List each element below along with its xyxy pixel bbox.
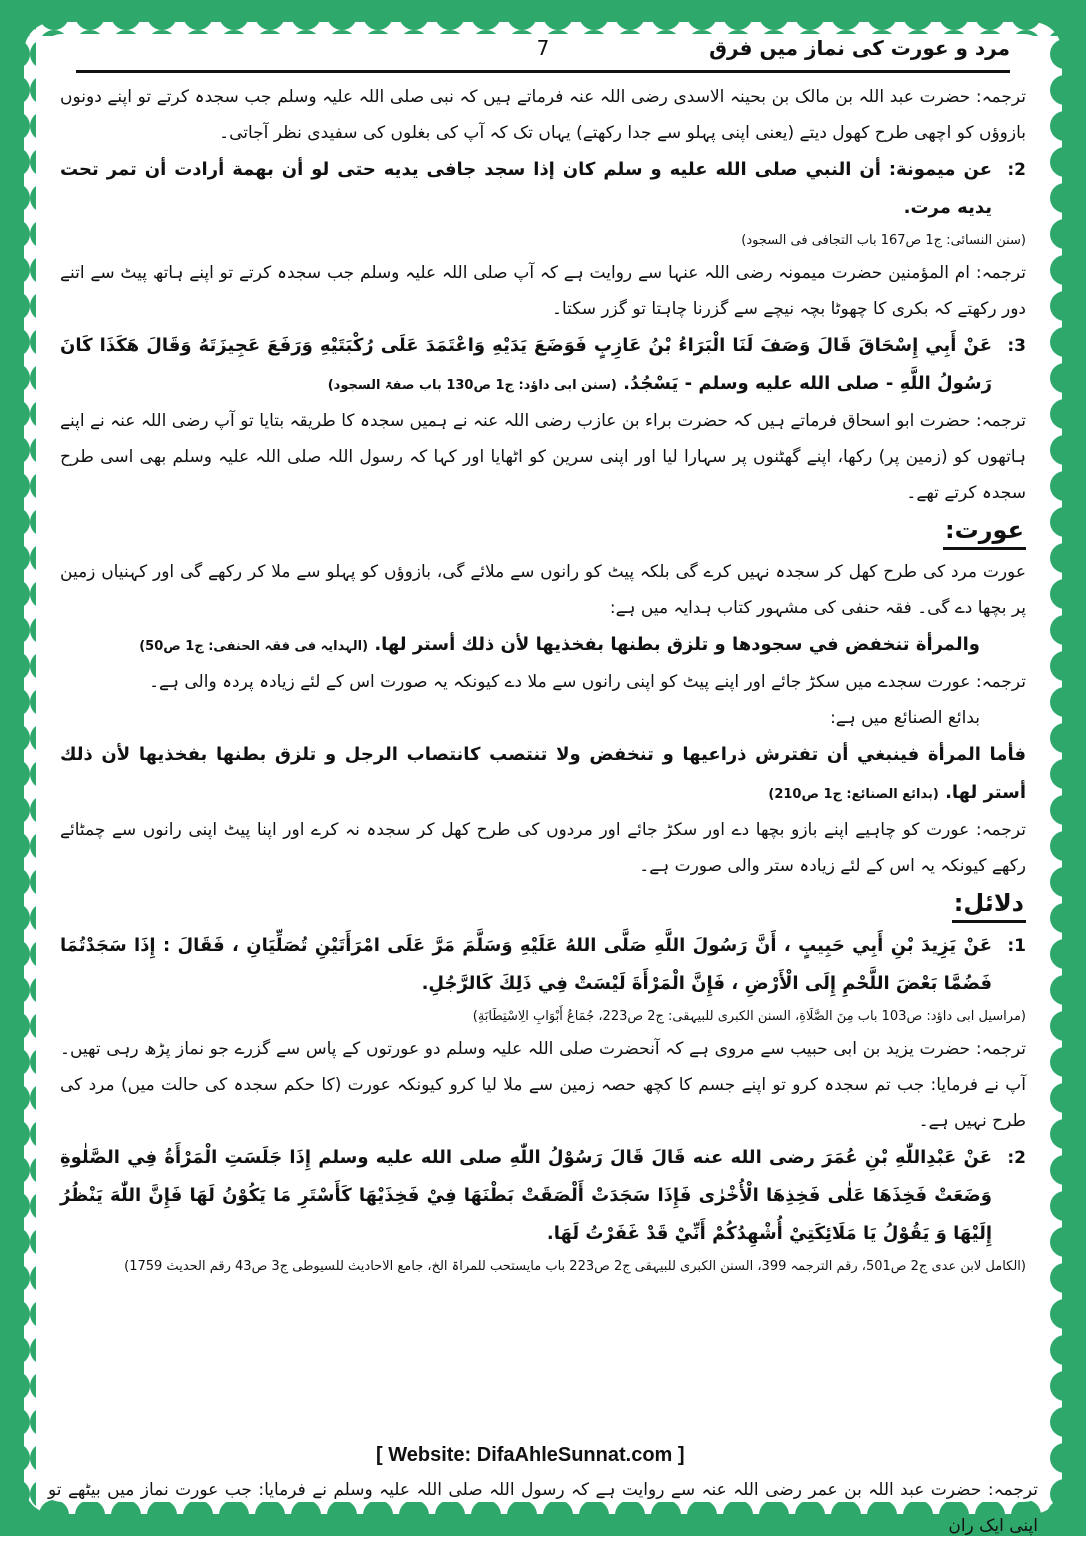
hadith-item [60,327,1026,403]
page-body [48,73,1038,1281]
reference: (الہدایہ فی فقہ الحنفی: ج1 ص50) [139,639,369,654]
arabic-hadith-text: عَنْ أَبِي إِسْحَاقَ قَالَ وَصَفَ لَنَا الْبَرَاءُ بْنُ عَازِبٍ فَوَضَعَ يَدَيْهِ وَاعْتَمَدَ عَلَى رُكْبَتَيْهِ وَرَفَعَ عَجِيزَتَهُ وَقَالَ هَكَذَا كَانَ رَسُولُ اللَّهِ - صلى الله عليه وسلم - يَسْجُدُ. [60,335,992,394]
page-content [48,30,1038,1536]
reference: (سنن النسائی: ج1 ص167 باب التجافی فی السجود) [741,233,1026,248]
arabic-fiqh-quote [60,626,1026,664]
translation-paragraph: ترجمہ: عورت سجدے میں سکڑ جائے اور اپنے پیٹ کو اپنی رانوں سے ملا دے کیونکہ یہ صورت اس کے لئے زیادہ پردہ والی ہے۔ [149,672,1026,692]
reference: (بدائع الصنائع: ج1 ص210) [768,787,939,802]
translation-paragraph: ترجمہ: عورت کو چاہیے اپنے بازو بچھا دے اور سکڑ جائے اور مردوں کی طرح کھل کر سجدہ نہ کرے اور اپنا پیٹ اپنی رانوں سے چمٹائے رکھے کیونکہ یہ اس کے لئے زیادہ ستر والی صورت ہے۔ [60,820,1026,876]
hadith-item [60,927,1026,1003]
page-number: 7 [536,36,550,60]
arabic-fiqh-quote [60,736,1026,812]
item-number: 1: [1007,936,1026,956]
footer-line [48,1472,1038,1544]
translation-paragraph: ترجمہ: حضرت یزید بن ابی حبیب سے مروی ہے کہ آنحضرت صلی اللہ علیہ وسلم دو عورتوں کے پاس سے گزرے جو نماز پڑھ رہی تھیں۔ آپ نے فرمایا: جب تم سجدہ کرو تو اپنے جسم کا کچھ حصہ زمین سے ملا لیا کرو کیونکہ عورت (کا حکم سجدہ کی حالت میں) مرد کی طرح نہیں ہے۔ [60,1039,1026,1131]
arabic-hadith: عن میمونة: أن النبي صلى الله عليه و سلم كان إذا سجد جافى يديه حتى لو أن بهمة أرادت أن تمر تحت يديه مرت. [60,159,992,218]
section-heading-woman: عورت: [943,513,1026,550]
section-heading-evidence: دلائل: [952,886,1026,923]
item-number: 3: [1007,336,1026,356]
reference: (مراسیل ابی داؤد: ص103 باب مِنَ الصَّلَاةِ، السنن الکبری للبیہقی: ج2 ص223، جُمَاعُ أَبْوَابِ الِاسْتِطَابَةِ) [472,1009,1026,1024]
hadith-item [60,1139,1026,1253]
body-paragraph: عورت مرد کی طرح کھل کر سجدہ نہیں کرے گی بلکہ پیٹ کو رانوں سے ملائے گی، بازوؤں کو پہلو سے ملا کر رکھے گی اور کہنیاں زمین پر بچھا دے گی۔ فقہ حنفی کی مشہور کتاب ہدایہ میں ہے: [60,562,1026,618]
arabic-hadith [60,327,992,403]
translation-paragraph: ترجمہ: حضرت عبد اللہ بن مالک بن بحینہ الاسدی رضی اللہ عنہ فرماتے ہیں کہ نبی صلی اللہ علیہ وسلم جب سجدہ کرتے تو اپنے دونوں بازوؤں کو اچھی طرح کھول دیتے (یعنی اپنی پہلو سے جدا رکھتے) یہاں تک کہ آپ کی بغلوں کی سفیدی نظر آجاتی۔ [60,87,1026,143]
item-number: 2: [1007,1148,1026,1168]
website-watermark: [ Website: DifaAhleSunnat.com ] [372,1444,689,1467]
translation-paragraph: ترجمہ: حضرت عبد اللہ بن عمر رضی اللہ عنہ سے روایت ہے کہ رسول اللہ صلی اللہ علیہ وسلم نے فرمایا: جب عورت نماز میں بیٹھے تو اپنی ایک ران [48,1480,1038,1536]
translation-paragraph: ترجمہ: ام المؤمنین حضرت میمونہ رضی اللہ عنہا سے روایت ہے کہ آپ صلی اللہ علیہ وسلم جب سجدہ کرتے تو اپنے ہاتھ پیٹ سے اتنے دور رکھتے کہ بکری کا چھوٹا بچہ نیچے سے گزرنا چاہتا تو گزر سکتا۔ [60,263,1026,319]
book-title: مرد و عورت کی نماز میں فرق [709,36,1010,60]
translation-paragraph: ترجمہ: حضرت ابو اسحاق فرماتے ہیں کہ حضرت براء بن عازب رضی اللہ عنہ نے ہمیں سجدہ کا طریقہ بتایا تو آپ رضی اللہ عنہ نے اپنے ہاتھوں کو (زمین پر) رکھا، اپنے گھٹنوں پر سہارا لیا اور اپنی سرین کو اٹھایا اور کہا کہ رسول اللہ صلی اللہ علیہ وسلم بھی اسی طرح سجدہ کرتے تھے۔ [60,411,1026,503]
page-header [76,30,1010,73]
source-intro: بدائع الصنائع میں ہے: [830,708,980,728]
arabic-quote-text: فأما المرأة فينبغي أن تفترش ذراعيها و تنخفض ولا تنتصب كانتصاب الرجل و تلزق بطنها بفخذيها لأن ذلك أستر لها. [60,744,1026,803]
arabic-hadith: عَنْ عَبْدِاللّٰهِ بْنِ عُمَرَ رضی الله عنه قَالَ قَالَ رَسُوْلُ اللّٰهِ صلی الله علیه وسلم إِذَا جَلَسَتِ الْمَرْأَةُ فِي الصَّلٰوةِ وَضَعَتْ فَخِذَهَا عَلٰى فَخِذِهَا الْأُخْرٰى فَإِذَا سَجَدَتْ أَلْصَقَتْ بَطْنَهَا فِيْ فَخِذَيْهَا كَأَسْتَرِ مَا يَكُوْنُ لَهَا فَإِنَّ اللّٰهَ يَنْظُرُ إِلَيْهَا وَ يَقُوْلُ يَا مَلَائِكَتِيْ أُشْهِدُكُمْ أَنِّيْ قَدْ غَفَرْتُ لَهَا. [60,1147,992,1244]
item-number: 2: [1007,160,1026,180]
reference: (سنن ابی داؤد: ج1 ص130 باب صفۃ السجود) [327,378,617,393]
hadith-item [60,151,1026,227]
reference: (الکامل لابن عدی ج2 ص501، رقم الترجمہ 399، السنن الکبری للبیہقی ج2 ص223 باب مایستحب للمراۃ الخ، جامع الاحادیث للسیوطی ج3 ص43 رقم الحدیث 1759) [124,1259,1026,1274]
arabic-hadith: عَنْ يَزِيدَ بْنِ أَبِي حَبِيبٍ ، أَنَّ رَسُولَ اللَّهِ صَلَّى اللهُ عَلَيْهِ وَسَلَّمَ مَرَّ عَلَى امْرَأَتَيْنِ تُصَلِّيَانِ ، فَقَالَ : إِذَا سَجَدْتُمَا فَضُمَّا بَعْضَ اللَّحْمِ إِلَى الْأَرْضِ ، فَإِنَّ الْمَرْأَةَ لَيْسَتْ فِي ذَلِكَ كَالرَّجُلِ. [60,935,992,994]
arabic-quote-text: والمرأة تنخفض في سجودها و تلزق بطنها بفخذيها لأن ذلك أستر لها. [374,634,980,655]
